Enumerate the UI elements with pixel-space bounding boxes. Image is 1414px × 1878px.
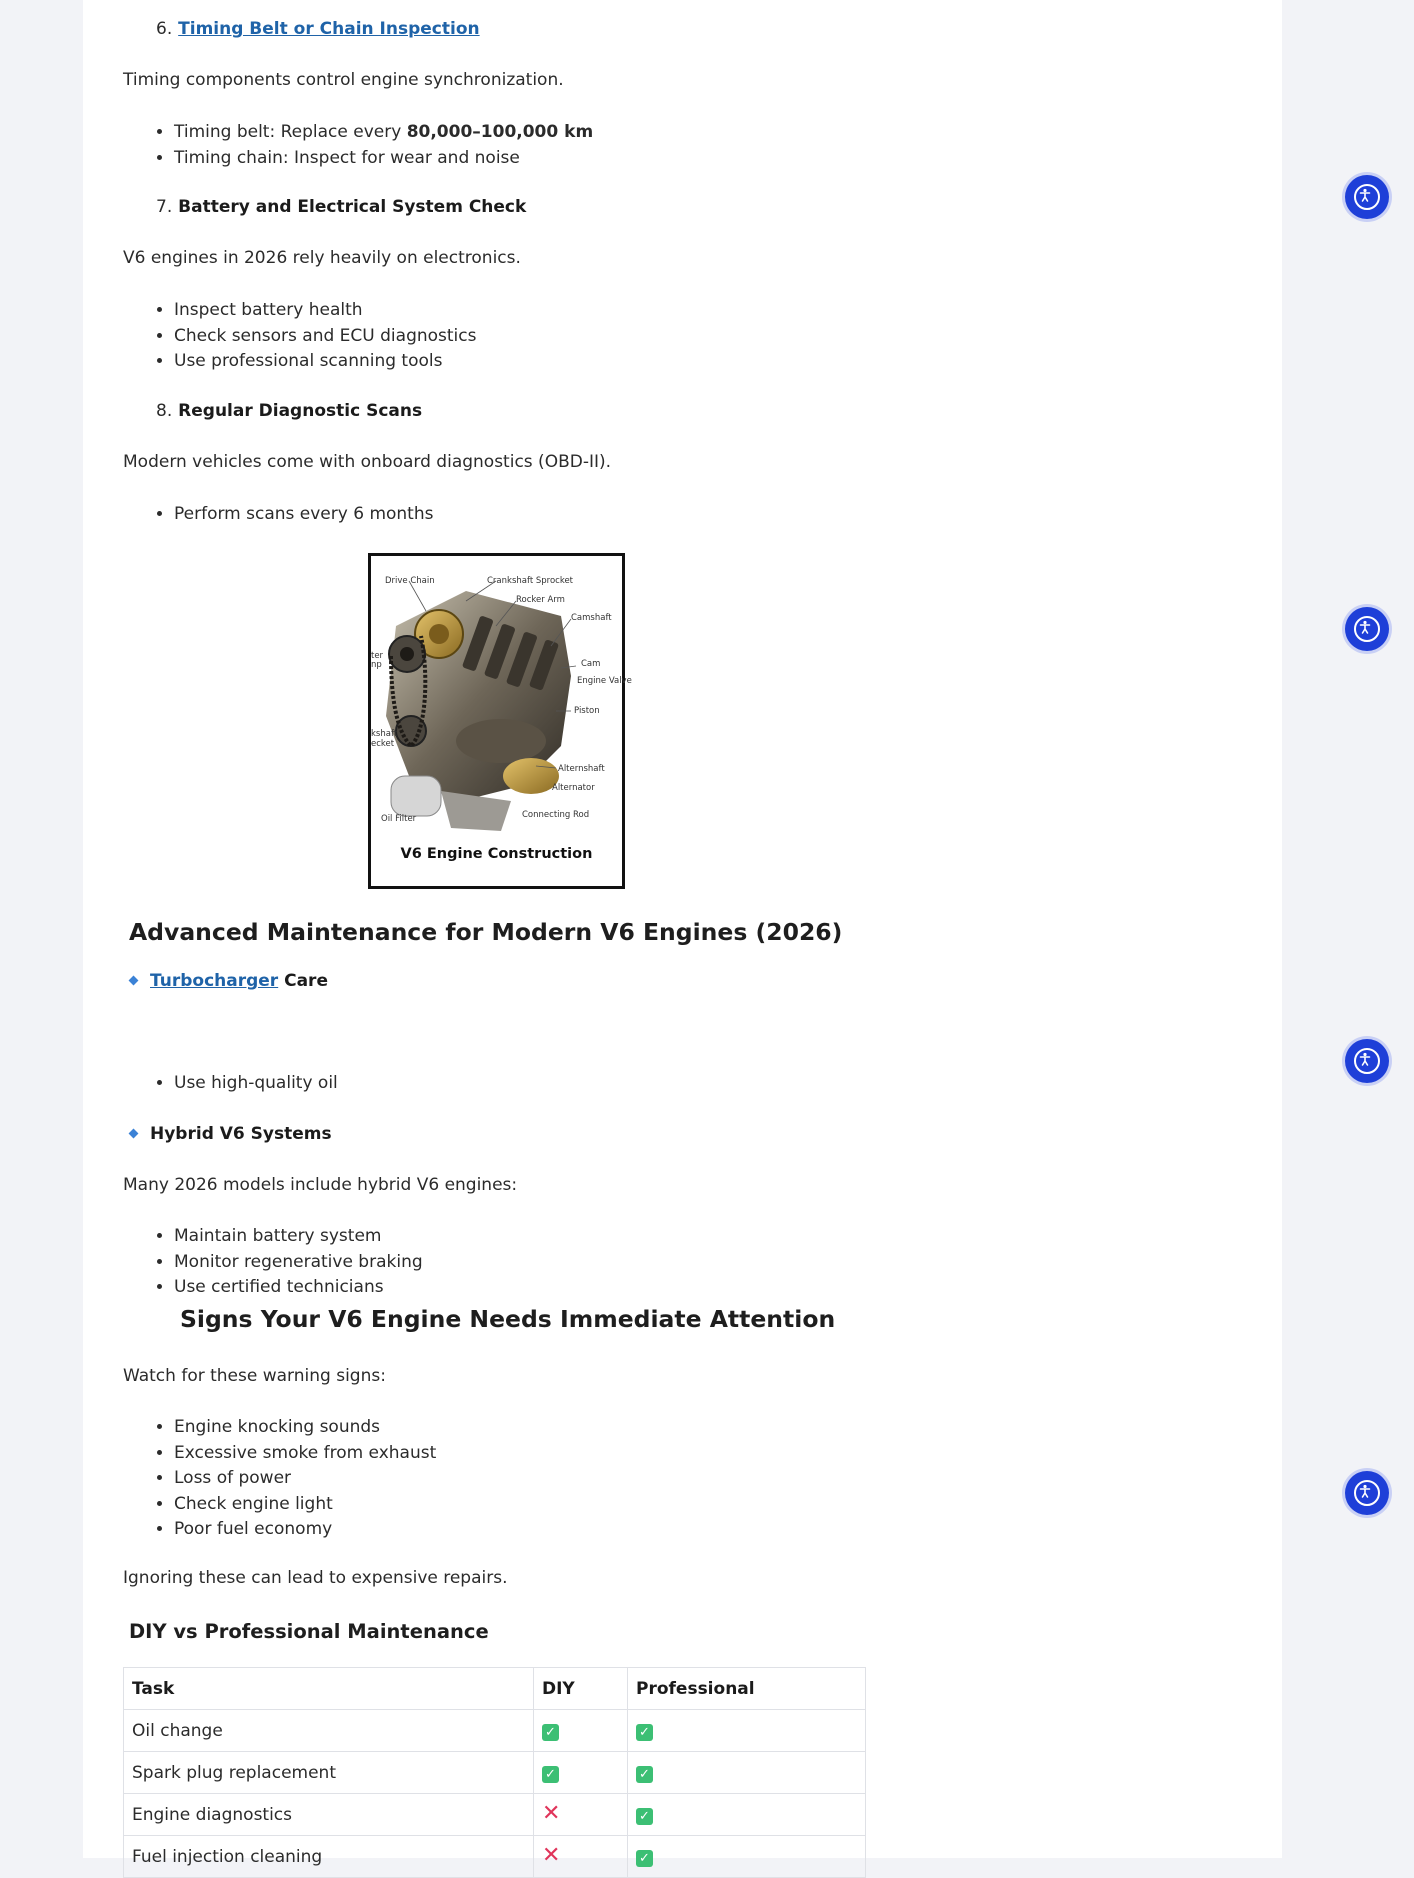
section-title: Battery and Electrical System Check <box>178 197 527 217</box>
accessibility-button[interactable] <box>1345 175 1389 219</box>
diy-vs-professional-heading: DIY vs Professional Maintenance <box>129 1620 489 1643</box>
column-header-task: Task <box>124 1668 534 1710</box>
section-heading-battery <box>156 197 526 217</box>
hybrid-list <box>123 1224 423 1301</box>
battery-intro: V6 engines in 2026 rely heavily on electronics. <box>123 248 521 268</box>
check-mark-icon: ✓ <box>636 1850 653 1867</box>
diagnostics-intro: Modern vehicles come with onboard diagnostics (OBD-II). <box>123 452 612 472</box>
label-connecting-rod: Connecting Rod <box>522 810 590 820</box>
list-item <box>174 120 593 146</box>
list-item: • Engine knocking sounds <box>174 1415 436 1441</box>
check-mark-icon: ✓ <box>636 1808 653 1825</box>
hybrid-systems-item <box>130 1124 332 1144</box>
figure-caption: V6 Engine Construction <box>400 846 593 862</box>
label-crankshaft-left: kshaft <box>371 729 398 739</box>
list-item: • Use high-quality oil <box>174 1071 338 1097</box>
label-alternator-shaft: Alternshaft <box>558 764 605 774</box>
label-engine-valve: Engine Valve <box>577 676 632 686</box>
v6-engine-diagram <box>368 553 632 889</box>
column-header-professional: Professional <box>628 1668 866 1710</box>
label-rocker-arm: Rocker Arm <box>516 595 565 605</box>
hybrid-intro: Many 2026 models include hybrid V6 engines: <box>123 1175 518 1195</box>
timing-belt-link[interactable]: Timing Belt or Chain Inspection <box>178 19 480 39</box>
list-item: • Check engine light <box>174 1492 436 1518</box>
label-cam: Cam <box>581 659 601 669</box>
check-mark-icon: ✓ <box>636 1724 653 1741</box>
diagnostics-list <box>123 502 433 528</box>
turbocharger-care-text: Care <box>278 971 328 991</box>
list-item: • Use certified technicians <box>174 1275 423 1301</box>
turbocharger-link[interactable]: Turbocharger <box>150 971 279 991</box>
cross-mark-icon: ✕ <box>542 1800 561 1826</box>
engine-illustration <box>371 556 622 886</box>
list-item: • Maintain battery system <box>174 1224 423 1250</box>
article-page <box>83 0 1282 1868</box>
list-item: • Check sensors and ECU diagnostics <box>174 324 477 350</box>
turbo-list <box>123 1071 338 1097</box>
list-item: • Excessive smoke from exhaust <box>174 1441 436 1467</box>
advanced-maintenance-heading: Advanced Maintenance for Modern V6 Engines (2026) <box>129 918 843 946</box>
section-heading-timing <box>156 19 480 39</box>
list-item: • Use professional scanning tools <box>174 349 477 375</box>
timing-list <box>123 120 593 171</box>
hybrid-systems-title: Hybrid V6 Systems <box>150 1124 332 1144</box>
table-row <box>124 1752 866 1794</box>
professional-cell <box>628 1794 866 1836</box>
list-item: • Poor fuel economy <box>174 1517 436 1543</box>
label-oil-filter: Oil Filter <box>381 814 417 824</box>
section-number: 8. <box>156 401 173 421</box>
list-item-text: Timing belt: Replace every <box>174 122 407 142</box>
diy-vs-professional-table <box>123 1667 866 1878</box>
list-item: • Inspect battery health <box>174 298 477 324</box>
list-item-emphasis: 80,000–100,000 km <box>406 122 594 142</box>
section-number: 6. <box>156 19 173 39</box>
timing-intro: Timing components control engine synchronization. <box>123 70 564 90</box>
warning-signs-heading: Signs Your V6 Engine Needs Immediate Attention <box>180 1305 836 1333</box>
table-row <box>124 1710 866 1752</box>
check-mark-icon: ✓ <box>542 1766 559 1783</box>
professional-cell <box>628 1710 866 1752</box>
list-item: • Monitor regenerative braking <box>174 1250 423 1276</box>
table-row <box>124 1794 866 1836</box>
diy-cell <box>534 1794 628 1836</box>
check-mark-icon: ✓ <box>542 1724 559 1741</box>
accessibility-button[interactable] <box>1345 607 1389 651</box>
accessibility-button[interactable] <box>1345 1039 1389 1083</box>
list-item: • Loss of power <box>174 1466 436 1492</box>
label-camshaft: Camshaft <box>571 613 612 623</box>
list-item: • Perform scans every 6 months <box>174 502 433 528</box>
cross-mark-icon: ✕ <box>542 1842 561 1868</box>
label-crankshaft-sprocket: Crankshaft Sprocket <box>487 576 574 586</box>
label-drive-chain: Drive Chain <box>385 576 435 586</box>
battery-list <box>123 298 477 375</box>
task-cell: Engine diagnostics <box>124 1794 534 1836</box>
diy-cell <box>534 1710 628 1752</box>
table-header-row <box>124 1668 866 1710</box>
label-piston: Piston <box>574 706 600 716</box>
label-alternator: Alternator <box>552 783 595 793</box>
diamond-bullet-icon <box>129 1129 139 1139</box>
label-water-pump-1: ter <box>371 651 384 661</box>
task-cell: Spark plug replacement <box>124 1752 534 1794</box>
accessibility-icon <box>1354 184 1380 210</box>
section-number: 7. <box>156 197 173 217</box>
professional-cell <box>628 1752 866 1794</box>
table-body <box>124 1710 866 1878</box>
accessibility-icon <box>1354 1480 1380 1506</box>
diy-cell <box>534 1836 628 1878</box>
task-cell: Fuel injection cleaning <box>124 1836 534 1878</box>
column-header-diy: DIY <box>534 1668 628 1710</box>
turbocharger-care-item <box>130 971 328 991</box>
diamond-bullet-icon <box>129 976 139 986</box>
label-water-pump-2: np <box>371 660 382 670</box>
section-title: Regular Diagnostic Scans <box>178 401 423 421</box>
accessibility-button[interactable] <box>1345 1471 1389 1515</box>
accessibility-icon <box>1354 616 1380 642</box>
table-row <box>124 1836 866 1878</box>
warning-signs-outro: Ignoring these can lead to expensive repairs. <box>123 1568 508 1588</box>
task-cell: Oil change <box>124 1710 534 1752</box>
warning-signs-list <box>123 1415 436 1543</box>
warning-signs-intro: Watch for these warning signs: <box>123 1366 386 1386</box>
label-sprocket-left: ecket <box>371 739 395 749</box>
diy-cell <box>534 1752 628 1794</box>
accessibility-icon <box>1354 1048 1380 1074</box>
section-heading-diagnostics <box>156 401 422 421</box>
list-item: • Timing chain: Inspect for wear and noise <box>174 146 593 172</box>
professional-cell <box>628 1836 866 1878</box>
check-mark-icon: ✓ <box>636 1766 653 1783</box>
